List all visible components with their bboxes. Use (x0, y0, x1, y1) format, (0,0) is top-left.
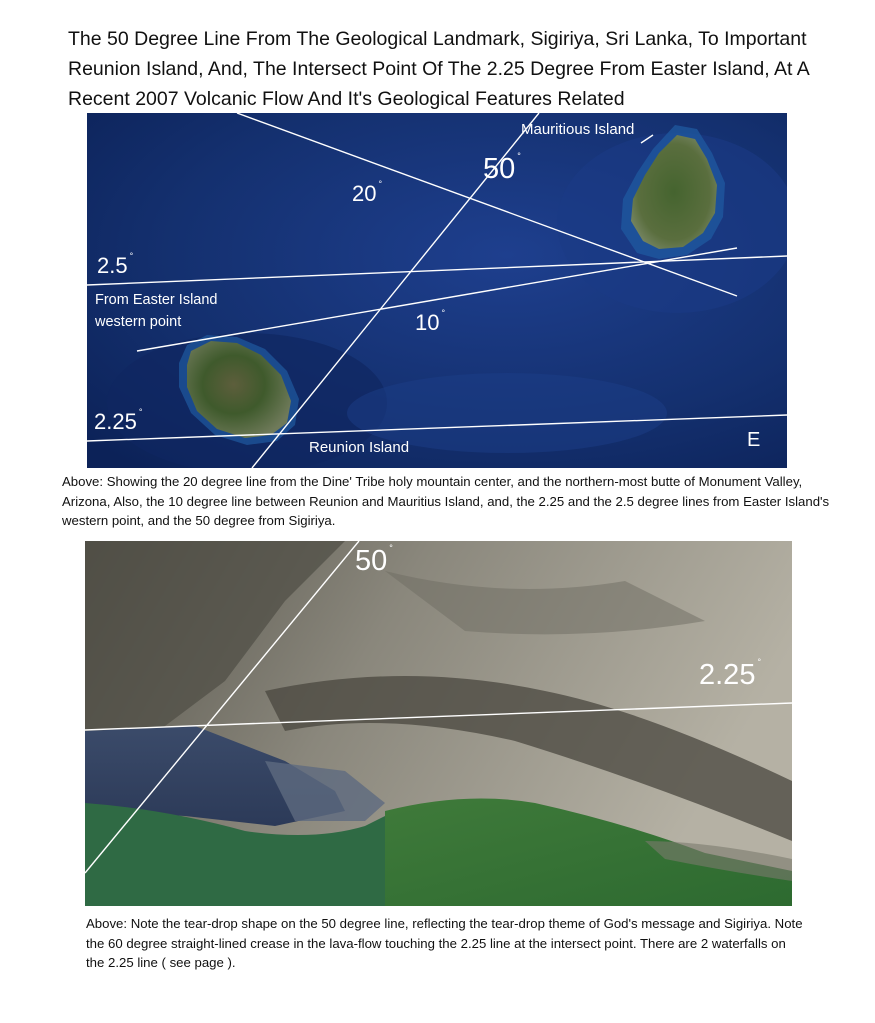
degree-symbol: ° (138, 407, 143, 417)
label-from-easter-line1: From Easter Island (95, 292, 218, 308)
degree-symbol: ° (441, 308, 446, 318)
closeup-label-50-degree-line (355, 545, 393, 578)
satellite-closeup-lava-flow (85, 541, 792, 906)
label-2-25-degree-line (94, 409, 142, 435)
degree-symbol: ° (378, 179, 383, 189)
closeup-terrain-graphic (85, 541, 792, 906)
degree-symbol: ° (129, 251, 134, 261)
closeup-label-50-value: 50 (355, 545, 388, 577)
satellite-map-mascarene-islands (87, 113, 787, 468)
label-reunion-island: Reunion Island (309, 439, 410, 456)
label-2-25-value: 2.25 (94, 409, 137, 434)
label-mauritius-island: Mauritious Island (521, 121, 635, 138)
caption-map2: Above: Note the tear-drop shape on the 50 degree line, reflecting the tear-drop theme of God's message and Sigiriya. Note the 60 degree straight-lined crease in the lava-flow touching the 2.25 line at the intersect point. There are 2 waterfalls on the 2.25 line ( see page ). (86, 916, 803, 970)
degree-symbol: ° (517, 151, 521, 161)
label-20-degree-line (352, 181, 382, 207)
closeup-label-2-25-degree-line (699, 659, 761, 692)
label-50-value: 50 (483, 153, 516, 185)
degree-symbol: ° (389, 543, 393, 553)
label-20-value: 20 (352, 181, 377, 206)
label-10-value: 10 (415, 310, 440, 335)
closeup-label-2-25-value: 2.25 (699, 659, 756, 691)
page-title: The 50 Degree Line From The Geological Landmark, Sigiriya, Sri Lanka, To Important Reunion Island, And, The Intersect Point Of The 2.25 Degree From Easter Island, At A Recent 2007 Volcanic Flow And It's Geological Features Related (68, 28, 809, 110)
label-10-degree-line (415, 310, 445, 336)
degree-symbol: ° (757, 657, 762, 667)
label-from-easter-line2: western point (95, 314, 182, 330)
label-50-degree-line (483, 153, 521, 186)
label-2-5-value: 2.5 (97, 253, 128, 278)
label-from-easter-island (95, 289, 218, 333)
label-2-5-degree-line (97, 253, 133, 279)
caption-map1: Above: Showing the 20 degree line from the Dine' Tribe holy mountain center, and the northern-most butte of Monument Valley, Arizona, Also, the 10 degree line between Reunion and Mauritius Island, and, the 2.25 and the 2.5 degree lines from Easter Island's western point, and the 50 degree from Sigiriya. (62, 474, 830, 528)
label-east-direction: E (747, 429, 761, 451)
